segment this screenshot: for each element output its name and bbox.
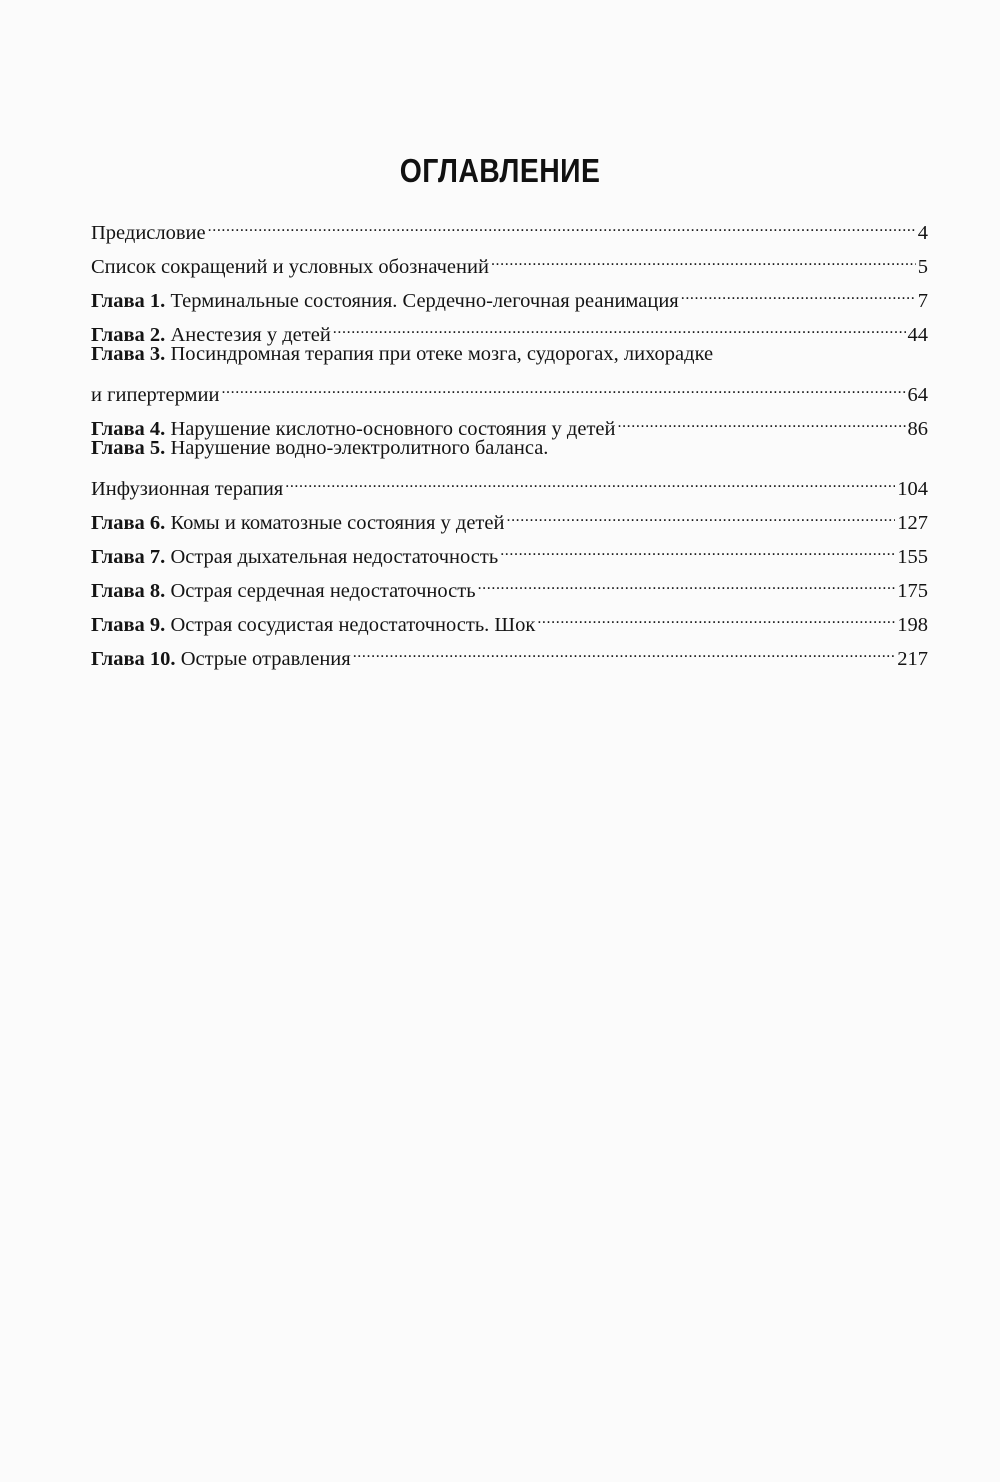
toc-entry[interactable] — [91, 239, 928, 278]
page-number: 7 — [917, 290, 928, 312]
entry-title: Комы и коматозные состояния у детей — [170, 512, 505, 534]
entry-title: Посиндромная терапия при отеке мозга, судорогах, лихорадке — [170, 343, 714, 365]
toc-entry[interactable] — [91, 435, 928, 500]
dot-leader — [537, 597, 895, 631]
page-number: 5 — [917, 256, 928, 278]
entry-title: Острая дыхательная недостаточность — [170, 546, 499, 568]
chapter-label: Глава 6. — [91, 512, 166, 534]
dot-leader — [500, 529, 895, 563]
entry-title: Острая сердечная недостаточность — [170, 580, 476, 602]
page-number: 217 — [897, 648, 928, 670]
page-number: 4 — [917, 222, 928, 244]
dot-leader — [353, 631, 896, 665]
dot-leader — [491, 239, 916, 273]
dot-leader — [285, 461, 895, 495]
dot-leader — [221, 367, 905, 401]
table-of-contents — [91, 205, 928, 670]
chapter-label: Глава 9. — [91, 614, 166, 636]
entry-title: и гипертермии — [91, 384, 220, 406]
page-number: 104 — [897, 478, 928, 500]
page-number: 175 — [897, 580, 928, 602]
dot-leader — [333, 307, 906, 341]
chapter-label: Глава 10. — [91, 648, 176, 670]
dot-leader — [506, 495, 895, 529]
chapter-label: Глава 5. — [91, 437, 166, 459]
page-number: 127 — [897, 512, 928, 534]
entry-title: Инфузионная терапия — [91, 478, 284, 500]
chapter-label: Глава 3. — [91, 343, 166, 365]
entry-title: Терминальные состояния. Сердечно-легочная реанимация — [170, 290, 679, 312]
dot-leader — [617, 401, 905, 435]
entry-title: Острая сосудистая недостаточность. Шок — [170, 614, 536, 636]
entry-title: Нарушение водно-электролитного баланса. — [170, 437, 549, 459]
page-number: 198 — [897, 614, 928, 636]
chapter-label: Глава 1. — [91, 290, 166, 312]
page-number: 44 — [907, 324, 928, 346]
entry-title: Нарушение кислотно-основного состояния у детей — [170, 418, 616, 440]
chapter-label: Глава 8. — [91, 580, 166, 602]
chapter-label: Глава 2. — [91, 324, 166, 346]
toc-entry[interactable] — [91, 205, 928, 244]
entry-title: Предисловие — [91, 222, 206, 244]
entry-title: Острые отравления — [180, 648, 351, 670]
entry-title: Список сокращений и условных обозначений — [91, 256, 489, 278]
page-number: 64 — [907, 384, 928, 406]
page-number: 86 — [907, 418, 928, 440]
page-title: ОГЛАВЛЕНИЕ — [399, 152, 601, 189]
page-number: 155 — [897, 546, 928, 568]
entry-title: Анестезия у детей — [170, 324, 331, 346]
toc-entry[interactable] — [91, 341, 928, 406]
dot-leader — [208, 205, 916, 239]
chapter-label: Глава 7. — [91, 546, 166, 568]
dot-leader — [478, 563, 896, 597]
chapter-label: Глава 4. — [91, 418, 166, 440]
dot-leader — [681, 273, 916, 307]
